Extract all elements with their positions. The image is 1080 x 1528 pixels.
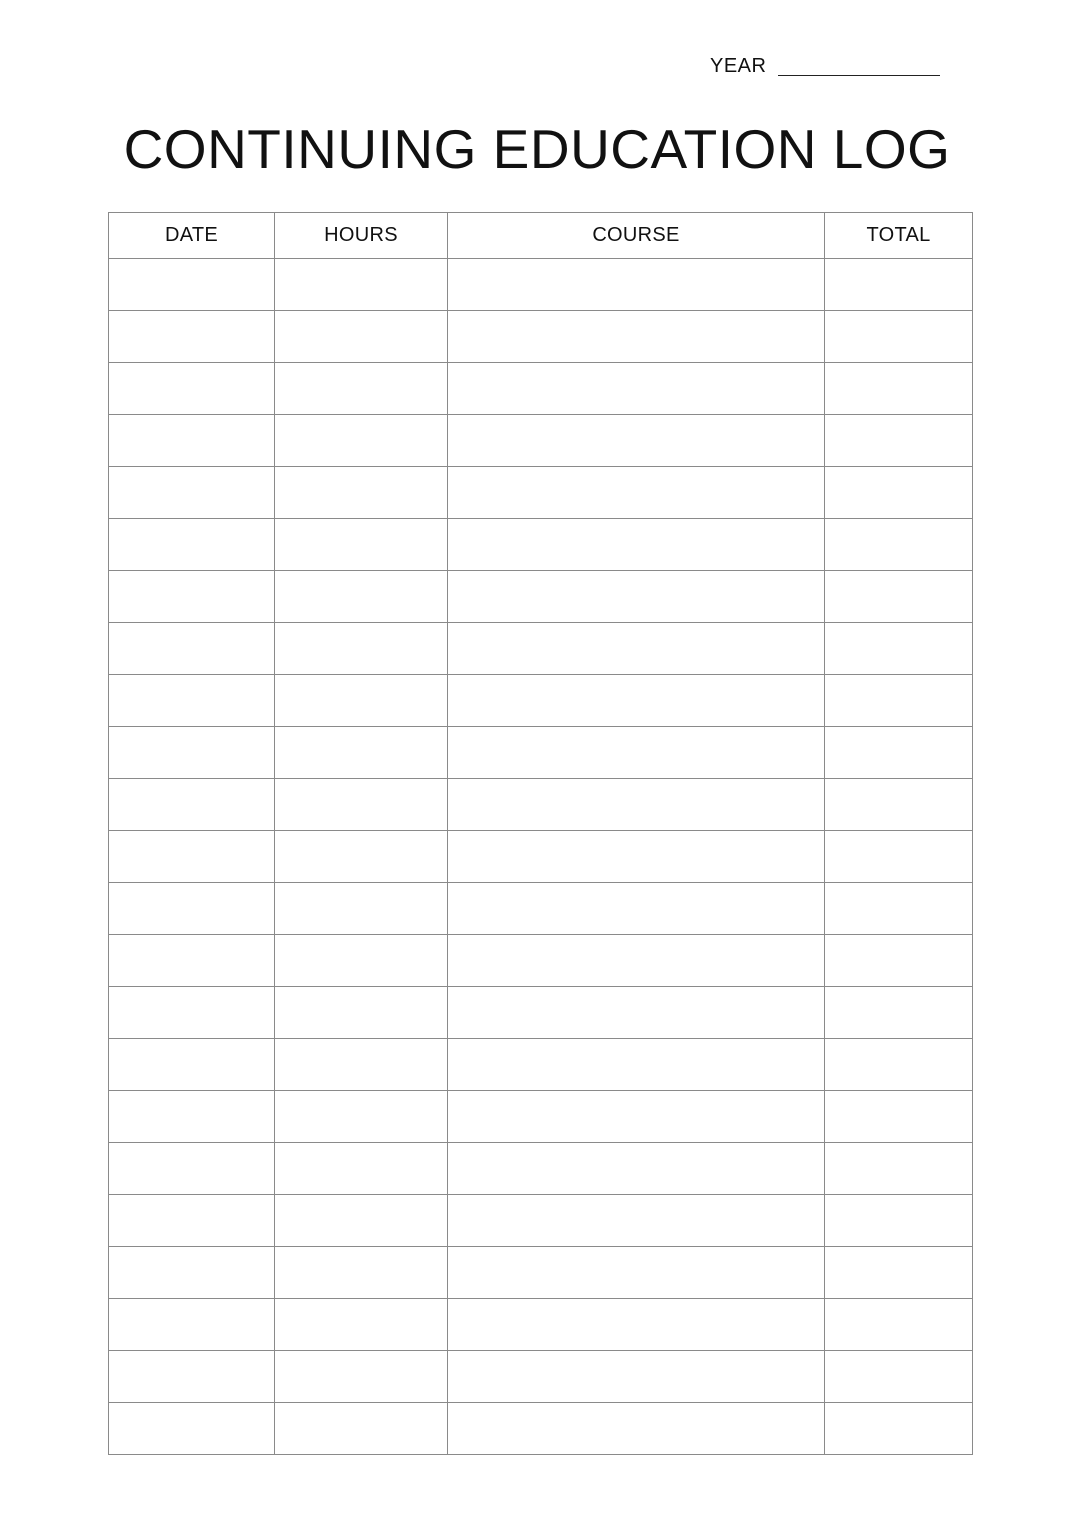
cell-course[interactable] bbox=[448, 1195, 825, 1247]
cell-total[interactable] bbox=[825, 727, 973, 779]
table-row bbox=[109, 987, 973, 1039]
cell-date[interactable] bbox=[109, 1143, 275, 1195]
cell-hours[interactable] bbox=[275, 883, 448, 935]
cell-hours[interactable] bbox=[275, 623, 448, 675]
cell-total[interactable] bbox=[825, 415, 973, 467]
table-row bbox=[109, 623, 973, 675]
table-row bbox=[109, 883, 973, 935]
table-row bbox=[109, 311, 973, 363]
column-header-total: TOTAL bbox=[825, 213, 973, 259]
cell-total[interactable] bbox=[825, 1351, 973, 1403]
cell-date[interactable] bbox=[109, 1195, 275, 1247]
cell-date[interactable] bbox=[109, 363, 275, 415]
table-row bbox=[109, 1299, 973, 1351]
cell-course[interactable] bbox=[448, 779, 825, 831]
cell-hours[interactable] bbox=[275, 727, 448, 779]
cell-course[interactable] bbox=[448, 831, 825, 883]
cell-total[interactable] bbox=[825, 311, 973, 363]
cell-course[interactable] bbox=[448, 1143, 825, 1195]
cell-course[interactable] bbox=[448, 363, 825, 415]
cell-course[interactable] bbox=[448, 1091, 825, 1143]
cell-hours[interactable] bbox=[275, 1351, 448, 1403]
cell-total[interactable] bbox=[825, 1403, 973, 1455]
cell-total[interactable] bbox=[825, 467, 973, 519]
cell-hours[interactable] bbox=[275, 467, 448, 519]
table-row bbox=[109, 259, 973, 311]
table-row bbox=[109, 363, 973, 415]
cell-course[interactable] bbox=[448, 311, 825, 363]
cell-date[interactable] bbox=[109, 1039, 275, 1091]
cell-hours[interactable] bbox=[275, 311, 448, 363]
cell-date[interactable] bbox=[109, 311, 275, 363]
cell-hours[interactable] bbox=[275, 831, 448, 883]
column-header-course: COURSE bbox=[448, 213, 825, 259]
cell-date[interactable] bbox=[109, 571, 275, 623]
cell-course[interactable] bbox=[448, 675, 825, 727]
cell-course[interactable] bbox=[448, 1039, 825, 1091]
table-row bbox=[109, 571, 973, 623]
cell-total[interactable] bbox=[825, 1091, 973, 1143]
cell-hours[interactable] bbox=[275, 1247, 448, 1299]
cell-date[interactable] bbox=[109, 415, 275, 467]
cell-hours[interactable] bbox=[275, 987, 448, 1039]
cell-course[interactable] bbox=[448, 883, 825, 935]
cell-total[interactable] bbox=[825, 831, 973, 883]
column-header-date: DATE bbox=[109, 213, 275, 259]
cell-course[interactable] bbox=[448, 415, 825, 467]
cell-date[interactable] bbox=[109, 1247, 275, 1299]
cell-total[interactable] bbox=[825, 1247, 973, 1299]
table-row bbox=[109, 1351, 973, 1403]
year-field bbox=[710, 52, 940, 78]
cell-hours[interactable] bbox=[275, 519, 448, 571]
table-body bbox=[109, 259, 973, 1455]
cell-total[interactable] bbox=[825, 571, 973, 623]
cell-hours[interactable] bbox=[275, 1403, 448, 1455]
cell-hours[interactable] bbox=[275, 935, 448, 987]
table-row bbox=[109, 1403, 973, 1455]
table-row bbox=[109, 1143, 973, 1195]
cell-hours[interactable] bbox=[275, 259, 448, 311]
cell-hours[interactable] bbox=[275, 571, 448, 623]
page-title: CONTINUING EDUCATION LOG bbox=[123, 118, 951, 180]
cell-date[interactable] bbox=[109, 831, 275, 883]
cell-hours[interactable] bbox=[275, 363, 448, 415]
cell-date[interactable] bbox=[109, 675, 275, 727]
cell-course[interactable] bbox=[448, 987, 825, 1039]
cell-hours[interactable] bbox=[275, 1195, 448, 1247]
table-row bbox=[109, 675, 973, 727]
cell-total[interactable] bbox=[825, 779, 973, 831]
cell-total[interactable] bbox=[825, 1143, 973, 1195]
cell-date[interactable] bbox=[109, 779, 275, 831]
cell-date[interactable] bbox=[109, 623, 275, 675]
cell-date[interactable] bbox=[109, 1091, 275, 1143]
table-row bbox=[109, 1091, 973, 1143]
cell-course[interactable] bbox=[448, 467, 825, 519]
cell-hours[interactable] bbox=[275, 1039, 448, 1091]
cell-date[interactable] bbox=[109, 259, 275, 311]
cell-date[interactable] bbox=[109, 883, 275, 935]
table-row bbox=[109, 831, 973, 883]
cell-total[interactable] bbox=[825, 623, 973, 675]
cell-course[interactable] bbox=[448, 259, 825, 311]
cell-course[interactable] bbox=[448, 519, 825, 571]
cell-course[interactable] bbox=[448, 623, 825, 675]
cell-hours[interactable] bbox=[275, 675, 448, 727]
cell-date[interactable] bbox=[109, 1403, 275, 1455]
table-row bbox=[109, 415, 973, 467]
table-row bbox=[109, 935, 973, 987]
cell-date[interactable] bbox=[109, 935, 275, 987]
year-input-line[interactable] bbox=[778, 75, 940, 76]
cell-course[interactable] bbox=[448, 1299, 825, 1351]
table-row bbox=[109, 519, 973, 571]
cell-total[interactable] bbox=[825, 519, 973, 571]
cell-hours[interactable] bbox=[275, 1143, 448, 1195]
cell-hours[interactable] bbox=[275, 415, 448, 467]
year-label: YEAR bbox=[710, 55, 767, 77]
table-row bbox=[109, 779, 973, 831]
cell-hours[interactable] bbox=[275, 1299, 448, 1351]
cell-course[interactable] bbox=[448, 1351, 825, 1403]
log-table bbox=[108, 212, 973, 1455]
cell-total[interactable] bbox=[825, 363, 973, 415]
table-row bbox=[109, 1247, 973, 1299]
cell-date[interactable] bbox=[109, 987, 275, 1039]
cell-course[interactable] bbox=[448, 1403, 825, 1455]
cell-course[interactable] bbox=[448, 727, 825, 779]
cell-total[interactable] bbox=[825, 987, 973, 1039]
cell-hours[interactable] bbox=[275, 779, 448, 831]
cell-total[interactable] bbox=[825, 883, 973, 935]
cell-total[interactable] bbox=[825, 1299, 973, 1351]
cell-date[interactable] bbox=[109, 1299, 275, 1351]
table-row bbox=[109, 1039, 973, 1091]
table-row bbox=[109, 727, 973, 779]
cell-course[interactable] bbox=[448, 935, 825, 987]
cell-total[interactable] bbox=[825, 1195, 973, 1247]
cell-date[interactable] bbox=[109, 1351, 275, 1403]
cell-date[interactable] bbox=[109, 727, 275, 779]
table-header-row bbox=[109, 213, 973, 259]
cell-total[interactable] bbox=[825, 935, 973, 987]
cell-hours[interactable] bbox=[275, 1091, 448, 1143]
cell-course[interactable] bbox=[448, 571, 825, 623]
cell-total[interactable] bbox=[825, 1039, 973, 1091]
table-row bbox=[109, 1195, 973, 1247]
column-header-hours: HOURS bbox=[275, 213, 448, 259]
cell-date[interactable] bbox=[109, 519, 275, 571]
cell-course[interactable] bbox=[448, 1247, 825, 1299]
cell-total[interactable] bbox=[825, 259, 973, 311]
cell-date[interactable] bbox=[109, 467, 275, 519]
table-row bbox=[109, 467, 973, 519]
cell-total[interactable] bbox=[825, 675, 973, 727]
